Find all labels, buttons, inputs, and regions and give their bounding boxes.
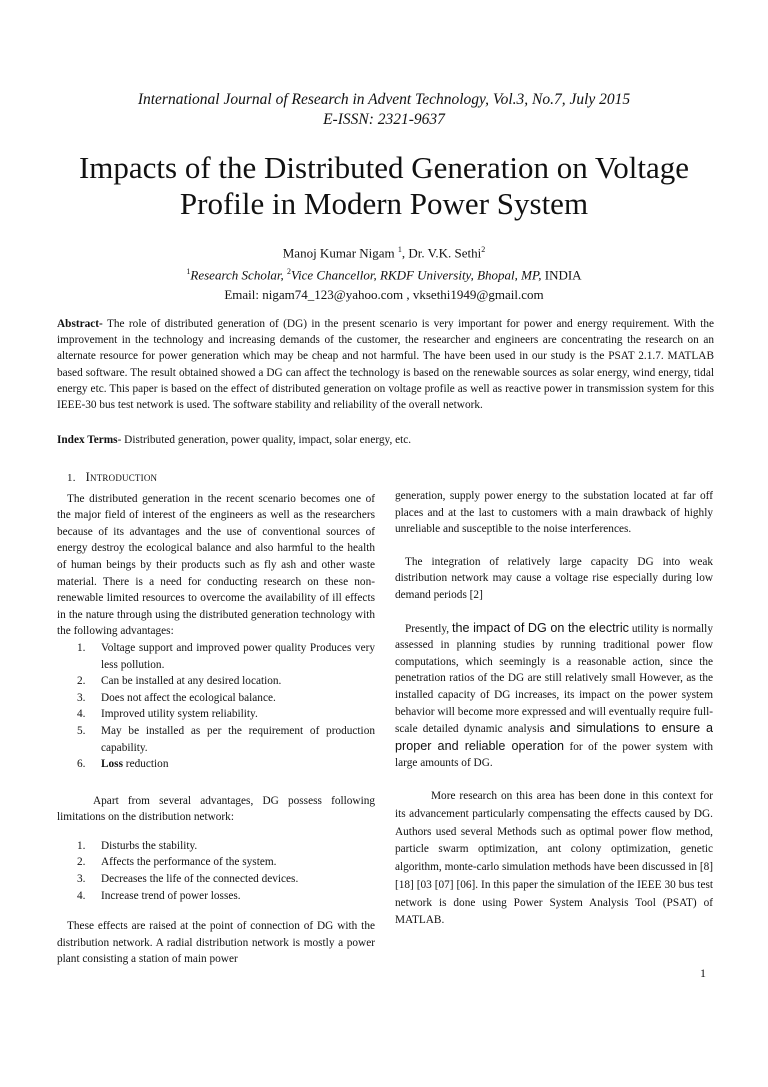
list-item-text: Disturbs the stability.: [101, 839, 198, 852]
list-item-number: 3.: [77, 691, 86, 704]
p3-part-d: and simulations to ensure a proper and reliable operation: [395, 721, 713, 753]
section-title-rest: NTRODUCTION: [90, 473, 158, 483]
section-title-first: I: [85, 470, 91, 484]
journal-header: [0, 90, 768, 130]
list-item: [57, 888, 375, 905]
index-terms: [57, 432, 714, 448]
author-separator: , Dr. V.K. Sethi: [401, 245, 482, 261]
index-terms-label: Index Terms: [57, 434, 118, 446]
left-column: [57, 469, 375, 968]
list-item-text: Voltage support and improved power quality Produces very less pollution.: [101, 641, 375, 671]
list-item-number: 4.: [77, 708, 86, 721]
list-item-number: 4.: [77, 889, 86, 902]
list-item: [57, 723, 375, 756]
journal-line: International Journal of Research in Advent Technology, Vol.3, No.7, July 2015: [137, 91, 631, 108]
affil-2: Vice Chancellor, RKDF University, Bhopal, MP,: [291, 267, 545, 283]
limitations-list: [57, 838, 375, 904]
abstract: [57, 316, 714, 413]
list-item: [57, 756, 375, 773]
affil-1: Research Scholar,: [190, 267, 288, 283]
right-column: [395, 488, 713, 930]
abstract-label: Abstract-: [57, 318, 103, 330]
list-item: [57, 871, 375, 888]
right-paragraph-2: The integration of relatively large capacity DG into weak distribution network may cause a voltage rise especially during low demand periods [2]: [395, 555, 713, 601]
title-line-1: Impacts of the Distributed Generation on Voltage: [78, 150, 690, 185]
abstract-text: The role of distributed generation of (DG) in the present scenario is very important for power and energy requirement. With the improvement in the technology and increasing demands of the customer, the researcher and engineers are concentrating the research on an alternate resource for power generation which may be cheap and not harmful. The have been used in our study is the PSAT 2.1.7. MATLAB based software. The result obtained showed a DG can affect the technology is based on the renewable sources as solar energy, wind energy, tidal energy etc. This paper is based on the effect of distributed generation on voltage profile as well as reactive power in transmission system for this IEEE-30 bus test network is used. The software stability and reliability of the overall network.: [57, 318, 714, 412]
right-paragraph-1: generation, supply power energy to the substation located at far off places and at the last to customers with a main drawback of highly unreliable and susceptible to the noise interferences.: [395, 490, 713, 536]
list-item-number: 6.: [77, 758, 86, 771]
list-item-number: 1.: [77, 839, 86, 852]
p3-part-a: Presently,: [405, 622, 453, 635]
list-item: [57, 640, 375, 673]
intro-paragraph-3: These effects are raised at the point of connection of DG with the distribution network. A radial distribution network is mostly a power plant consisting a station of main power: [57, 920, 375, 966]
list-item: [57, 706, 375, 723]
page-number: 1: [700, 966, 706, 980]
issn-line: E-ISSN: 2321-9637: [323, 111, 445, 128]
list-item-bold: Loss: [101, 758, 123, 771]
title-line-2: Profile in Modern Power System: [179, 186, 589, 221]
list-item: [57, 690, 375, 707]
list-item-number: 5.: [77, 724, 86, 737]
list-item-number: 1.: [77, 641, 86, 654]
list-item-text: Improved utility system reliability.: [101, 708, 258, 721]
author-block: [0, 240, 768, 304]
author-names: [0, 240, 768, 262]
right-paragraph-3: [395, 620, 713, 772]
list-item-text: Increase trend of power losses.: [101, 889, 241, 902]
affiliation-line: [0, 262, 768, 284]
email-line: Email: nigam74_123@yahoo.com , vksethi1949@gmail.com: [224, 286, 544, 302]
affil-sup-1: 1: [186, 267, 191, 277]
list-item-text: Decreases the life of the connected devices.: [101, 873, 299, 886]
list-item: [57, 854, 375, 871]
author-1: Manoj Kumar Nigam: [282, 245, 398, 261]
list-item-text: May be installed as per the requirement of production capability.: [101, 724, 375, 754]
list-item-text: Affects the performance of the system.: [101, 856, 277, 869]
list-item-text: Can be installed at any desired location.: [101, 675, 282, 688]
right-paragraph-4: More research on this area has been done in this context for its advancement particularly compensating the effects caused by DG. Authors used several Methods such as optimal power flow method, particle swarm optimization, ant colony optimization, genetic algorithm, monte-carlo simulation methods have been discussed in [8] [18] [03 [07] [06]. In this paper the simulation of the IEEE 30 bus test network is done using Power System Analysis Tool (PSAT) of MATLAB.: [395, 789, 713, 927]
list-item-text: Does not affect the ecological balance.: [101, 691, 276, 704]
section-number: 1.: [67, 472, 76, 484]
p3-part-c: utility is normally assessed in planning studies by running traditional power flow computations, which seemingly is a reasonable action, since the penetration ratios of the DG are still relatively small However, as the installed capacity of DG increases, its impact on the power system behavior will become more expressed and will eventually require full-scale detailed dynamic analysis: [395, 622, 713, 736]
advantages-list: [57, 640, 375, 773]
index-terms-text: - Distributed generation, power quality, impact, solar energy, etc.: [117, 434, 412, 446]
list-item-number: 2.: [77, 856, 86, 869]
paper-title: [60, 150, 708, 222]
list-item: [57, 673, 375, 690]
list-item-number: 2.: [77, 675, 86, 688]
intro-paragraph-1: The distributed generation in the recent scenario becomes one of the major field of interest of the engineers as well as the researchers because of its advantages and the use of conventional sources of energy destroy the ecological balance and also harmful to the health of human beings by their products such as fly ash and other waste material. There is a need for conducting research on these non-renewable limited resources to overcome the availability of ill effects in the nature through using the distributed generation technology with the following advantages:: [57, 492, 375, 638]
intro-paragraph-2: Apart from several advantages, DG possess following limitations on the distribution network:: [57, 794, 375, 824]
affil-country: INDIA: [544, 267, 582, 283]
list-item: [57, 838, 375, 855]
p3-part-b: the impact of DG on the electric: [452, 620, 629, 635]
affil-sup-2: 2: [287, 267, 292, 277]
list-item-text: reduction: [122, 758, 169, 771]
p3-part-e: for of the power system with large amounts of DG.: [395, 740, 713, 770]
author-1-sup: 1: [397, 245, 402, 254]
author-2-sup: 2: [481, 245, 486, 254]
list-item-number: 3.: [77, 873, 86, 886]
section-heading: [67, 469, 375, 487]
